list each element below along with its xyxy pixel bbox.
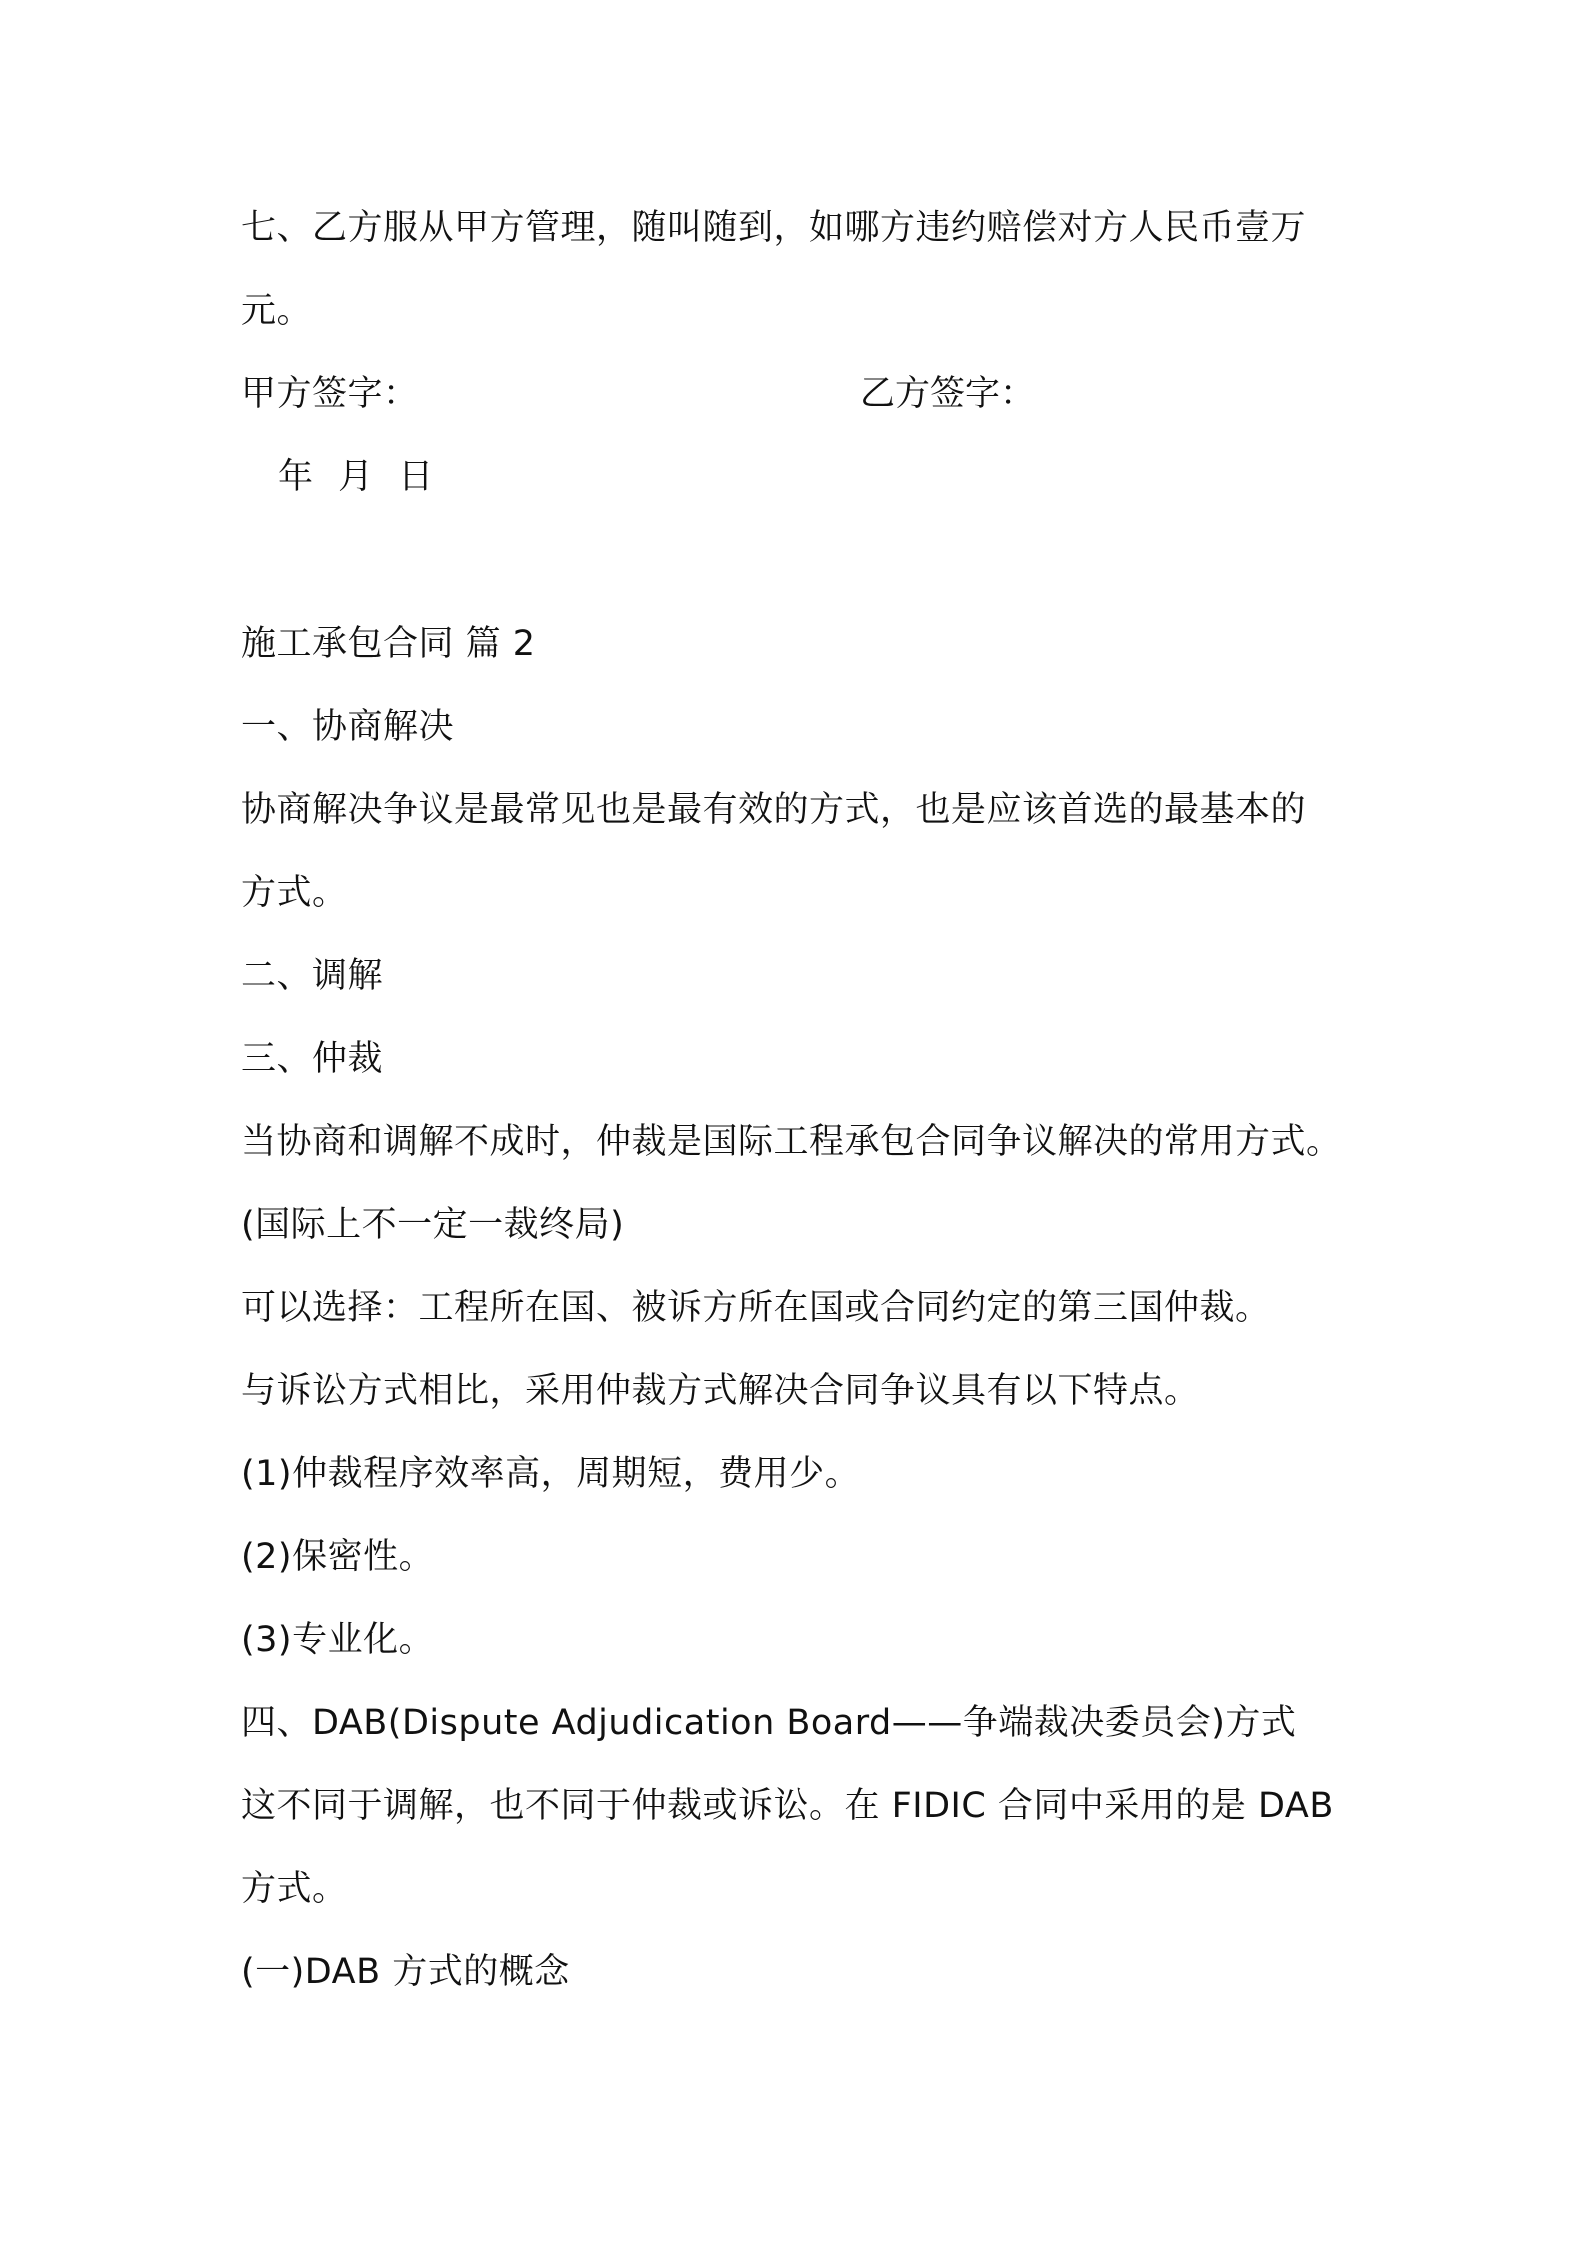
paragraph-line: (1)仲裁程序效率高，周期短，费用少。 <box>241 1454 861 1494</box>
paragraph-line: 与诉讼方式相比，采用仲裁方式解决合同争议具有以下特点。 <box>241 1371 1200 1411</box>
signature-date: 年 月 日 <box>278 457 434 497</box>
clause-7-line-1: 七、乙方服从甲方管理，随叫随到，如哪方违约赔偿对方人民币壹万 <box>241 208 1307 248</box>
paragraph-line: 可以选择：工程所在国、被诉方所在国或合同约定的第三国仲裁。 <box>241 1288 1271 1328</box>
paragraph-line: (3)专业化。 <box>241 1620 435 1660</box>
paragraph-line: 当协商和调解不成时，仲裁是国际工程承包合同争议解决的常用方式。 <box>241 1122 1342 1162</box>
paragraph-line: 三、仲裁 <box>241 1039 384 1079</box>
paragraph-line: (2)保密性。 <box>241 1537 435 1577</box>
party-a-signature-label: 甲方签字： <box>241 374 419 414</box>
paragraph-line: 一、协商解决 <box>241 707 455 747</box>
paragraph-line: 这不同于调解，也不同于仲裁或诉讼。在 FIDIC 合同中采用的是 DAB <box>241 1786 1334 1826</box>
paragraph-line: 方式。 <box>241 873 348 913</box>
paragraph-line: 协商解决争议是最常见也是最有效的方式，也是应该首选的最基本的 <box>241 790 1307 830</box>
section-title: 施工承包合同 篇 2 <box>241 624 536 664</box>
party-b-signature-label: 乙方签字： <box>860 374 1036 414</box>
paragraph-line: 二、调解 <box>241 956 384 996</box>
paragraph-line: 方式。 <box>241 1869 348 1909</box>
paragraph-line: (国际上不一定一裁终局) <box>241 1205 625 1245</box>
paragraph-line: (一)DAB 方式的概念 <box>241 1952 570 1992</box>
paragraph-line: 四、DAB(Dispute Adjudication Board——争端裁决委员会)方式 <box>241 1703 1297 1743</box>
clause-7-line-2: 元。 <box>241 291 313 331</box>
